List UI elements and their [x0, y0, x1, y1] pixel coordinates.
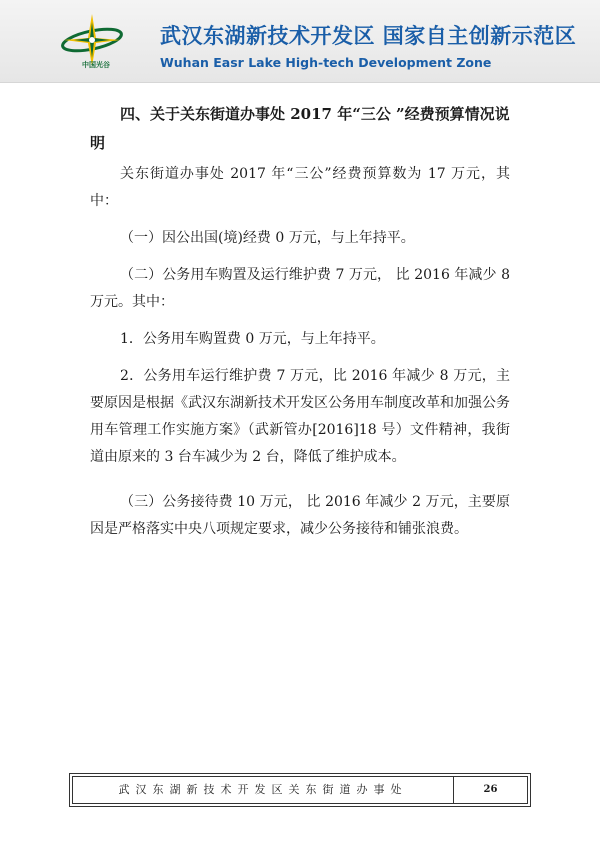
paragraph-vehicle-maintenance: 2．公务用车运行维护费 7 万元，比 2016 年减少 8 万元，主要原因是根据《武汉东湖新技术开发区公务用车制度改革和加强公务用车管理工作实施方案》（武新管办[2016]18 号）文件精神，我街道由原来的 3 台车减少为 2 台，降低了维护成本。 [90, 368, 510, 465]
header-title: 武汉东湖新技术开发区 国家自主创新示范区 [160, 24, 577, 48]
paragraph-vehicle-purchase: 1．公务用车购置费 0 万元，与上年持平。 [120, 331, 385, 347]
section-heading: 四、关于关东街道办事处 2017 年“三公 ”经费预算情况说明 [90, 105, 510, 152]
page-header [0, 0, 600, 83]
paragraph-reception: （三）公务接待费 10 万元， 比 2016 年减少 2 万元，主要原因是严格落实中央八项规定要求，减少公务接待和铺张浪费。 [90, 494, 510, 537]
paragraph-vehicles: （二）公务用车购置及运行维护费 7 万元， 比 2016 年减少 8 万元。其中： [90, 267, 510, 310]
footer-organization: 武汉东湖新技术开发区关东街道办事处 [118, 783, 408, 796]
page-number: 26 [483, 784, 498, 795]
document-body [90, 100, 510, 543]
page-footer [72, 776, 528, 804]
paragraph-overseas: （一）因公出国(境)经费 0 万元，与上年持平。 [120, 230, 415, 246]
paragraph-intro: 关东街道办事处 2017 年“三公”经费预算数为 17 万元，其中： [90, 166, 510, 209]
logo-text: 中国光谷 [82, 61, 110, 69]
header-subtitle: Wuhan Easr Lake High-tech Development Zone [160, 55, 492, 70]
